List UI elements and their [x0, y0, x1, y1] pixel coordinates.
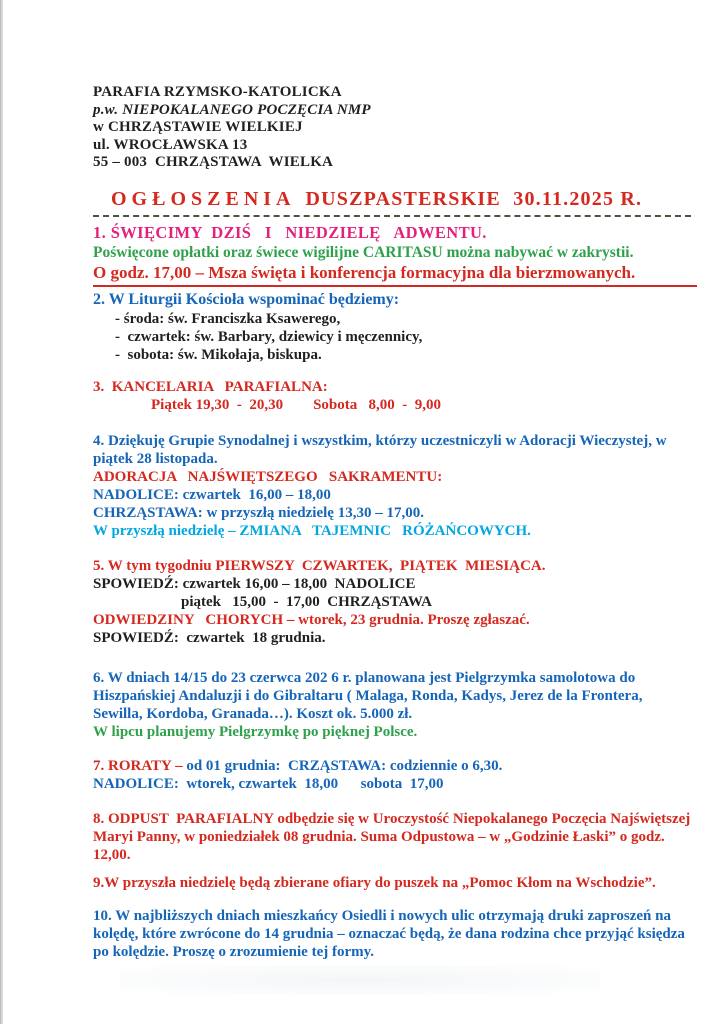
announcement-1-mass-line: O godz. 17,00 – Msza święta i konferencja formacyjna dla bierzmowanych.	[93, 262, 636, 282]
parish-patron: p.w. NIEPOKALANEGO POCZĘCIA NMP	[93, 101, 371, 118]
announcement-4	[93, 432, 692, 540]
collection-text: 9.W przyszła niedzielę będą zbierane ofiary do puszek na „Pomoc Kłom na Wschodzie”.	[93, 874, 656, 891]
page-title	[111, 187, 692, 211]
announcement-2-heading: 2. W Liturgii Kościoła wspominać będziemy:	[93, 290, 400, 308]
odpust-text: 8. ODPUST PARAFIALNY odbędzie się w Uroczystość Niepokalanego Poczęcia Najświętszej Maryi Panny, w poniedziałek 08 grudnia. Suma Odpustowa – w „Godzinie Łaski” o godz. 12,00.	[93, 810, 695, 863]
page-title-rest: DUSZPASTERSKIE 30.11.2025 R.	[305, 187, 643, 210]
parish-name: PARAFIA RZYMSKO-KATOLICKA	[93, 84, 342, 100]
pilgrimage-spain: 6. W dniach 14/15 do 23 czerwca 202 6 r. planowana jest Pielgrzymka samolotowa do Hiszpańskiej Andaluzji i do Gibraltaru ( Malaga, Ronda, Kadys, Jerez de la Frontera, Sewilla, Kordoba, Granada…). Koszt ok. 5.000 zł.	[93, 669, 647, 722]
roraty-line	[93, 757, 692, 775]
announcement-3-heading: 3. KANCELARIA PARAFIALNA:	[93, 378, 328, 395]
parish-street: ul. WROCŁAWSKA 13	[93, 136, 248, 153]
announcement-6	[93, 669, 692, 741]
parish-town: w CHRZĄSTAWIE WIELKIEJ	[93, 119, 303, 135]
announcement-1-caritas-line: Poświęcone opłatki oraz świece wigilijne CARITASU można nabywać w zakrystii.	[93, 243, 634, 261]
dashed-divider	[93, 215, 691, 217]
page-title-word: OGŁOSZENIA	[111, 187, 296, 210]
adoration-nadolice: NADOLICE: czwartek 16,00 – 18,00	[93, 486, 331, 503]
announcement-5-heading: 5. W tym tygodniu PIERWSZY CZWARTEK, PIĄTEK MIESIĄCA.	[93, 557, 546, 574]
announcement-5	[93, 557, 692, 647]
liturgy-item-wednesday: - środa: św. Franciszka Ksawerego,	[115, 310, 341, 327]
adoration-chrzastawa: CHRZĄSTAWA: w przyszłą niedzielę 13,30 – 17,00.	[93, 504, 424, 521]
pilgrimage-poland: W lipcu planujemy Pielgrzymkę po pięknej Polsce.	[93, 723, 418, 740]
liturgy-item-thursday: - czwartek: św. Barbary, dziewicy i męczennicy,	[115, 328, 423, 345]
announcement-1-heading: 1. ŚWIĘCIMY DZIŚ I NIEDZIELĘ ADWENTU.	[93, 222, 487, 242]
office-hours: Piątek 19,30 - 20,30 Sobota 8,00 - 9,00	[151, 396, 441, 413]
confession-december: SPOWIEDŹ: czwartek 18 grudnia.	[93, 629, 326, 646]
confession-chrzastawa: piątek 15,00 - 17,00 CHRZĄSTAWA	[181, 593, 432, 610]
roraty-label: 7. RORATY –	[93, 757, 187, 774]
announcement-3	[93, 378, 692, 414]
liturgy-item-saturday: - sobota: św. Mikołaja, biskupa.	[115, 346, 322, 363]
sick-visits-line: ODWIEDZINY CHORYCH – wtorek, 23 grudnia. Proszę zgłaszać.	[93, 611, 530, 628]
announcement-2	[93, 290, 692, 364]
confession-nadolice: SPOWIEDŹ: czwartek 16,00 – 18,00 NADOLICE	[93, 575, 416, 592]
parish-header	[93, 84, 692, 172]
parish-postal: 55 – 003 CHRZĄSTAWA WIELKA	[93, 154, 334, 170]
announcement-7	[93, 757, 692, 793]
roraty-schedule: od 01 grudnia: CRZĄSTAWA: codziennie o 6,30.	[186, 757, 503, 774]
synod-thanks: 4. Dziękuję Grupie Synodalnej i wszystkim, którzy uczestniczyli w Adoracji Wieczystej, w piątek 28 listopada.	[93, 432, 671, 467]
announcement-9	[93, 874, 692, 892]
adoration-heading: ADORACJA NAJŚWIĘTSZEGO SAKRAMENTU:	[93, 468, 443, 485]
koleda-text: 10. W najbliższych dniach mieszkańcy Osiedli i nowych ulic otrzymają druki zaproszeń na kolędę, które zwrócone do 14 grudnia – oznaczać będą, że dana rodzina chce przyjąć księdza po kolędzie. Proszę o zrozumienie tej formy.	[93, 907, 689, 960]
rosary-mysteries-line: W przyszłą niedzielę – ZMIANA TAJEMNIC RÓŻAŃCOWYCH.	[93, 522, 531, 539]
announcement-8	[93, 810, 695, 864]
announcement-10	[93, 907, 692, 961]
red-divider	[93, 285, 697, 287]
announcement-1	[93, 223, 692, 287]
roraty-nadolice: NADOLICE: wtorek, czwartek 18,00 sobota 17,00	[93, 775, 444, 792]
